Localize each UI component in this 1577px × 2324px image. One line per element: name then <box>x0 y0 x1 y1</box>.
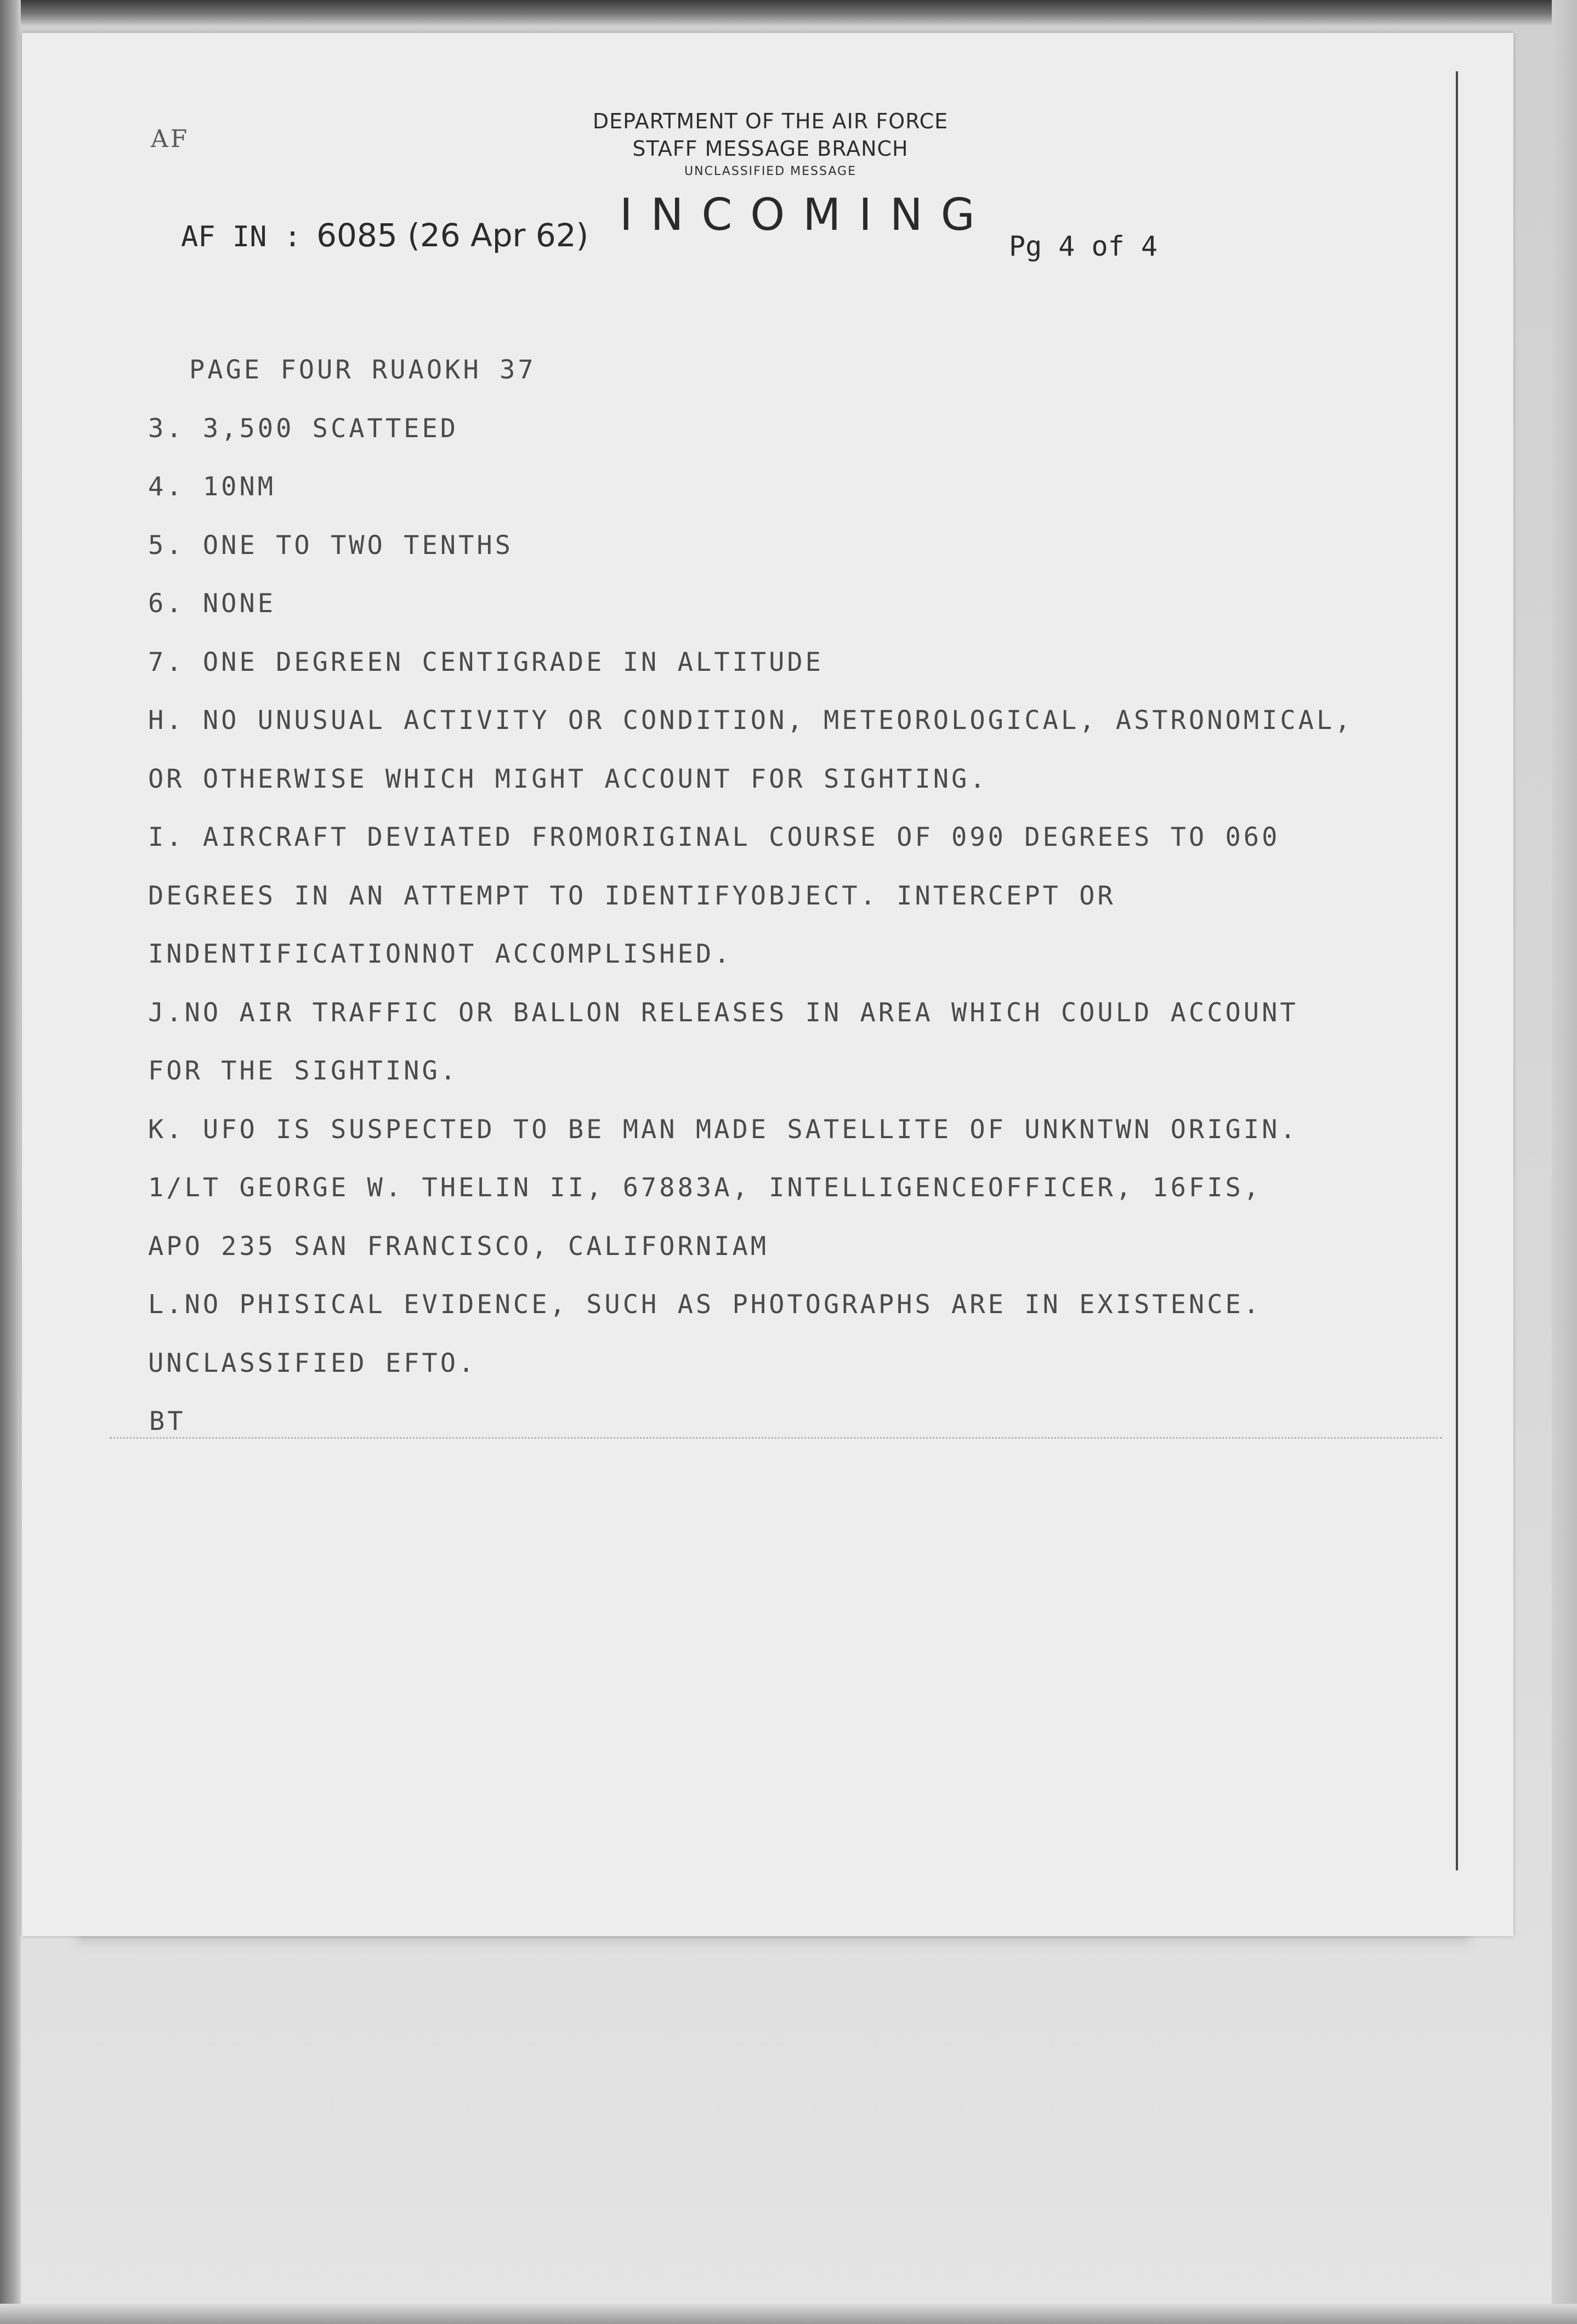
message-line: PAGE FOUR RUAOKH 37 <box>189 355 536 385</box>
incoming-title: INCOMING <box>620 189 993 240</box>
scan-right-edge <box>1552 0 1577 2324</box>
message-line: I. AIRCRAFT DEVIATED FROMORIGINAL COURSE OF 090 DEGREES TO 060 <box>148 822 1280 852</box>
message-line: K. UFO IS SUSPECTED TO BE MAN MADE SATELLITE OF UNKNTWN ORIGIN. <box>148 1114 1298 1145</box>
message-line: 3. 3,500 SCATTEED <box>148 413 459 444</box>
message-line: 4. 10NM <box>148 472 276 502</box>
message-line: 6. NONE <box>148 589 276 619</box>
message-line: 7. ONE DEGREEN CENTIGRADE IN ALTITUDE <box>148 647 824 677</box>
message-line: H. NO UNUSUAL ACTIVITY OR CONDITION, METEOROLOGICAL, ASTRONOMICAL, <box>148 705 1353 736</box>
page-indicator: Pg 4 of 4 <box>1009 230 1158 262</box>
message-line: L.NO PHISICAL EVIDENCE, SUCH AS PHOTOGRAPHS ARE IN EXISTENCE. <box>148 1290 1262 1320</box>
message-body <box>148 351 1409 1461</box>
message-line: J.NO AIR TRAFFIC OR BALLON RELEASES IN AREA WHICH COULD ACCOUNT <box>148 997 1298 1028</box>
af-in-number: 6085 (26 Apr 62) <box>316 217 589 254</box>
message-header <box>548 108 992 181</box>
af-in-label: AF IN : <box>181 220 302 253</box>
department-title: DEPARTMENT OF THE AIR FORCE <box>592 109 949 133</box>
scan-top-edge <box>0 0 1577 25</box>
message-line: INDENTIFICATIONNOT ACCOMPLISHED. <box>148 939 733 969</box>
branch-title: STAFF MESSAGE BRANCH <box>632 137 909 161</box>
message-line: 5. ONE TO TWO TENTHS <box>148 530 513 561</box>
scan-bottom-edge <box>0 2304 1577 2324</box>
af-in-line <box>181 217 588 254</box>
classification-label: UNCLASSIFIED MESSAGE <box>684 165 856 178</box>
message-line: FOR THE SIGHTING. <box>148 1056 459 1086</box>
message-line: DEGREES IN AN ATTEMPT TO IDENTIFYOBJECT. INTERCEPT OR <box>148 880 1116 911</box>
message-line: UNCLASSIFIED EFTO. <box>148 1348 477 1378</box>
scan-left-edge <box>0 0 21 2324</box>
message-line: APO 235 SAN FRANCISCO, CALIFORNIAM <box>148 1231 769 1262</box>
message-line: 1/LT GEORGE W. THELIN II, 67883A, INTELLIGENCEOFFICER, 16FIS, <box>148 1173 1262 1203</box>
message-line: OR OTHERWISE WHICH MIGHT ACCOUNT FOR SIGHTING. <box>148 764 988 794</box>
corner-mark: AF <box>151 125 190 153</box>
page-vertical-rule <box>1456 71 1458 1870</box>
message-line: BT <box>149 1406 186 1437</box>
